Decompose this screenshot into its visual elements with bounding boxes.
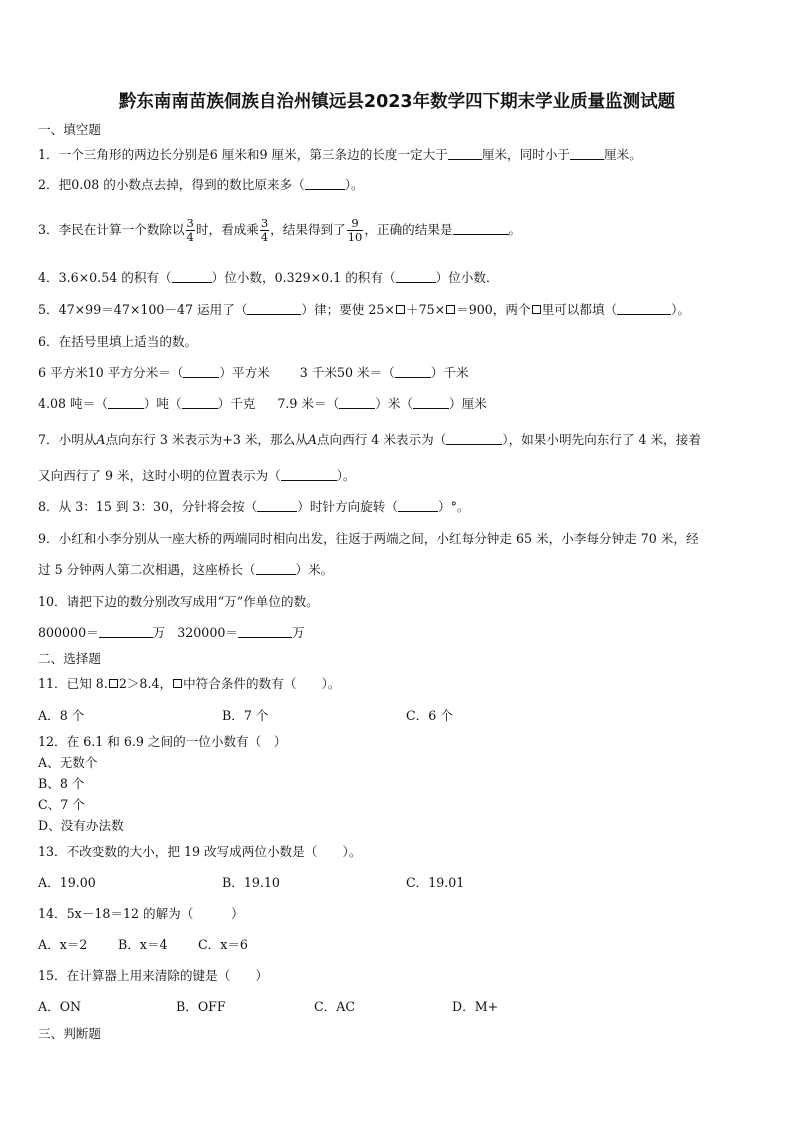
- question-10-stem: 10．请把下边的数分别改写成用“万”作单位的数。: [38, 594, 319, 609]
- answer-blank[interactable]: [617, 302, 671, 315]
- option-c[interactable]: C．AC: [314, 999, 355, 1014]
- answer-blank[interactable]: [448, 147, 482, 160]
- answer-blank[interactable]: [339, 396, 375, 409]
- question-7-line-1: 7．小明从A点向东行 3 米表示为+3 米，那么从A点向西行 4 米表示为（ ），如果小明先向东行了 4 米，接着: [38, 432, 701, 447]
- question-5: 5．47×99＝47×100－47 运用了（ ）律；要使 25× ＋75× ＝900，两个 里可以都填（ ）。: [38, 302, 691, 317]
- answer-blank[interactable]: [257, 499, 297, 512]
- answer-blank[interactable]: [183, 365, 219, 378]
- option-a[interactable]: A．8 个: [38, 708, 85, 723]
- option-a[interactable]: A．19.00: [38, 875, 96, 890]
- answer-blank[interactable]: [570, 147, 604, 160]
- answer-blank[interactable]: [172, 270, 212, 283]
- question-3: 3．李民在计算一个数除以 $\frac{3}{4}$ 时，看成乘 $\frac{3}{4}$ ，结果得到了 $\frac{9}{10}$ ，正确的结果是 。: [38, 216, 522, 244]
- answer-blank[interactable]: [446, 432, 502, 445]
- section-heading: 三、判断题: [38, 1026, 101, 1041]
- section-heading: 一、填空题: [38, 122, 101, 137]
- page-title: 黔东南南苗族侗族自治州镇远县2023年数学四下期末学业质量监测试题: [118, 92, 676, 112]
- question-4: 4．3.6×0.54 的积有（ ）位小数，0.329×0.1 的积有（ ）位小数．: [38, 270, 499, 285]
- option-d[interactable]: D．M+: [452, 999, 499, 1014]
- question-8: 8．从 3：15 到 3：30，分针将会按（ ）时针方向旋转（ ）°。: [38, 499, 470, 514]
- question-14-stem: 14．5x－18＝12 的解为（ ）: [38, 906, 244, 921]
- answer-blank[interactable]: [281, 468, 337, 481]
- question-12-stem: 12．在 6.1 和 6.9 之间的一位小数有（ ）: [38, 734, 287, 749]
- option-a[interactable]: A．x＝2: [38, 937, 88, 952]
- question-10-answers: 800000＝ 万 320000＝ 万: [38, 625, 305, 640]
- option-d[interactable]: D、没有办法数: [38, 818, 124, 833]
- answer-blank[interactable]: [398, 499, 438, 512]
- option-a[interactable]: A．ON: [38, 999, 82, 1014]
- question-6-stem: 6．在括号里填上适当的数。: [38, 334, 198, 349]
- option-b[interactable]: B．OFF: [176, 999, 226, 1014]
- fraction: $\frac{3}{4}$: [260, 216, 269, 244]
- box-symbol: [109, 679, 118, 688]
- option-c[interactable]: C、7 个: [38, 797, 85, 812]
- box-symbol: [446, 305, 455, 314]
- section-heading: 二、选择题: [38, 651, 101, 666]
- option-b[interactable]: B、8 个: [38, 776, 85, 791]
- question-11: 11．已知 8. 2＞8.4， 中符合条件的数有（ ）。: [38, 676, 341, 691]
- answer-blank[interactable]: [395, 365, 431, 378]
- question-9-line-2: 过 5 分钟两人第二次相遇，这座桥长（ ）米。: [38, 562, 334, 577]
- answer-blank[interactable]: [108, 396, 144, 409]
- option-c[interactable]: C．19.01: [406, 875, 465, 890]
- question-9-line-1: 9．小红和小李分别从一座大桥的两端同时相向出发，往返于两端之间，小红每分钟走 65 米，小李每分钟走 70 米，经: [38, 531, 699, 546]
- answer-blank[interactable]: [256, 562, 296, 575]
- answer-blank[interactable]: [453, 222, 509, 235]
- answer-blank[interactable]: [99, 625, 153, 638]
- answer-blank[interactable]: [238, 625, 292, 638]
- question-2: 2．把0.08 的小数点去掉，得到的数比原来多（ ）。: [38, 177, 364, 192]
- option-b[interactable]: B．x＝4: [118, 937, 168, 952]
- fraction: $\frac{3}{4}$: [186, 216, 194, 244]
- question-6-row-2: 4.08 吨＝（ ）吨（ ）千克 7.9 米＝（ ）米（ ）厘米: [38, 396, 487, 411]
- box-symbol: [173, 679, 182, 688]
- question-15-stem: 15．在计算器上用来清除的键是（ ）: [38, 968, 269, 983]
- answer-blank[interactable]: [396, 270, 436, 283]
- question-6-row-1: 6 平方米10 平方分米＝（ ）平方米 3 千米50 米＝（ ）千米: [38, 365, 469, 380]
- question-1: 1．一个三角形的两边长分别是6 厘米和9 厘米，第三条边的长度一定大于 厘米，同时小于 厘米。: [38, 147, 642, 162]
- question-13-stem: 13．不改变数的大小，把 19 改写成两位小数是（ ）。: [38, 844, 362, 859]
- option-c[interactable]: C．x＝6: [198, 937, 248, 952]
- fraction: $\frac{9}{10}$: [347, 216, 363, 244]
- box-symbol: [396, 305, 405, 314]
- box-symbol: [532, 305, 541, 314]
- option-b[interactable]: B．19.10: [222, 875, 280, 890]
- option-a[interactable]: A、无数个: [38, 755, 98, 770]
- answer-blank[interactable]: [182, 396, 218, 409]
- answer-blank[interactable]: [247, 302, 301, 315]
- option-c[interactable]: C．6 个: [406, 708, 453, 723]
- option-b[interactable]: B．7 个: [222, 708, 269, 723]
- question-7-line-2: 又向西行了 9 米，这时小明的位置表示为（ ）。: [38, 468, 356, 483]
- answer-blank[interactable]: [305, 177, 345, 190]
- answer-blank[interactable]: [413, 396, 449, 409]
